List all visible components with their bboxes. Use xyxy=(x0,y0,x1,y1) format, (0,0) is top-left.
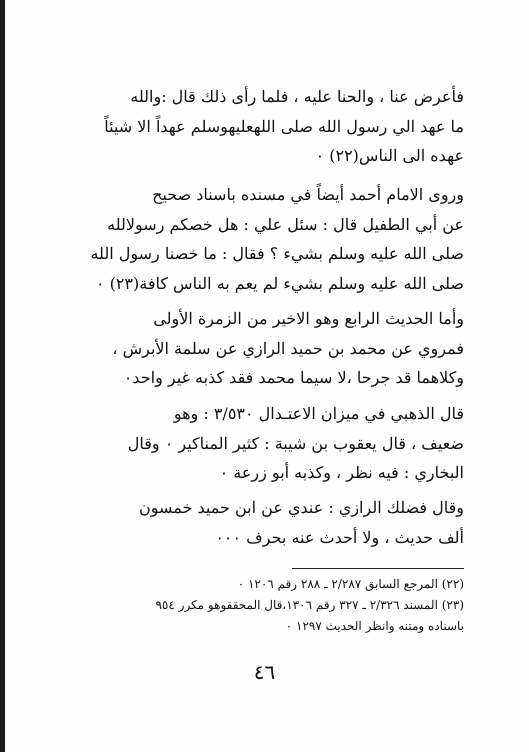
text-line: عن أبي الطفيل قال : سئل علي : هل خصكم رسولالله xyxy=(107,214,464,234)
paragraph-4 xyxy=(60,399,464,488)
text-line: وأما الحديث الرابع وهو الاخير من الزمرة الأولى xyxy=(153,309,464,328)
text-line: عهده الى الناس(٢٢) ٠ xyxy=(315,146,464,165)
text-line: فمروي عن محمد بن حميد الرازي عن سلمة الأبرش ، xyxy=(112,338,464,358)
footnote-line: (٢٢) المرجع السابق ٢/٢٨٧ ـ ٢٨٨ رقم ١٢٠٦ ٠ xyxy=(237,577,464,591)
text-line: صلى الله عليه وسلم بشيء لم يعم به الناس كافة(٢٣) ٠ xyxy=(95,273,464,293)
paragraph-3 xyxy=(60,304,464,393)
footnote-line: باسناده ومتنه وانظر الحديث ١٢٩٧ ٠ xyxy=(285,619,464,633)
text-line: وروى الامام أحمد أيضاً في مسنده باسناد صحيح xyxy=(152,185,464,204)
footnote-separator xyxy=(292,568,464,569)
footnote-line: (٢٣) المسند ٢/٣٢٦ ـ ٣٢٧ رقم ١٣٠٦،قال المحققوهو مكرر ٩٥٤ xyxy=(155,598,464,612)
footnotes xyxy=(60,574,464,637)
text-line: البخاري : فيه نظر ، وكذبه أبو زرعة ٠ xyxy=(219,463,464,482)
paragraph-5 xyxy=(60,493,464,552)
text-line: وكلاهما قد جرحا ،لا سيما محمد فقد كذبه غير واحد٠ xyxy=(123,368,464,387)
paragraph-2 xyxy=(60,180,464,298)
text-line: وقال فضلك الرازي : عندي عن ابن حميد خمسون xyxy=(139,498,464,517)
text-line: صلى الله عليه وسلم بشيء ؟ فقال : ما خصنا رسول الله xyxy=(90,244,464,263)
text-line: قال الذهبي في ميزان الاعتـدال ٣/٥٣٠ : وهو xyxy=(173,404,464,423)
paragraph-1 xyxy=(60,82,464,171)
text-line: ألف حديث ، ولا أحدث عنه بحرف ٠٠٠ xyxy=(215,527,464,547)
page-edge-shadow xyxy=(0,0,5,752)
page-number: ٤٦ xyxy=(253,660,276,684)
text-line: ضعيف ، قال يعقوب بن شيبة : كثير المناكير ٠ وقال xyxy=(127,433,464,453)
text-line: ما عهد الي رسول الله صلى اللهعليهوسلم عهداً الا شيئاً xyxy=(104,116,464,136)
text-line: فأعرض عنا ، والحنا عليه ، فلما رأى ذلك قال :والله xyxy=(130,87,464,106)
